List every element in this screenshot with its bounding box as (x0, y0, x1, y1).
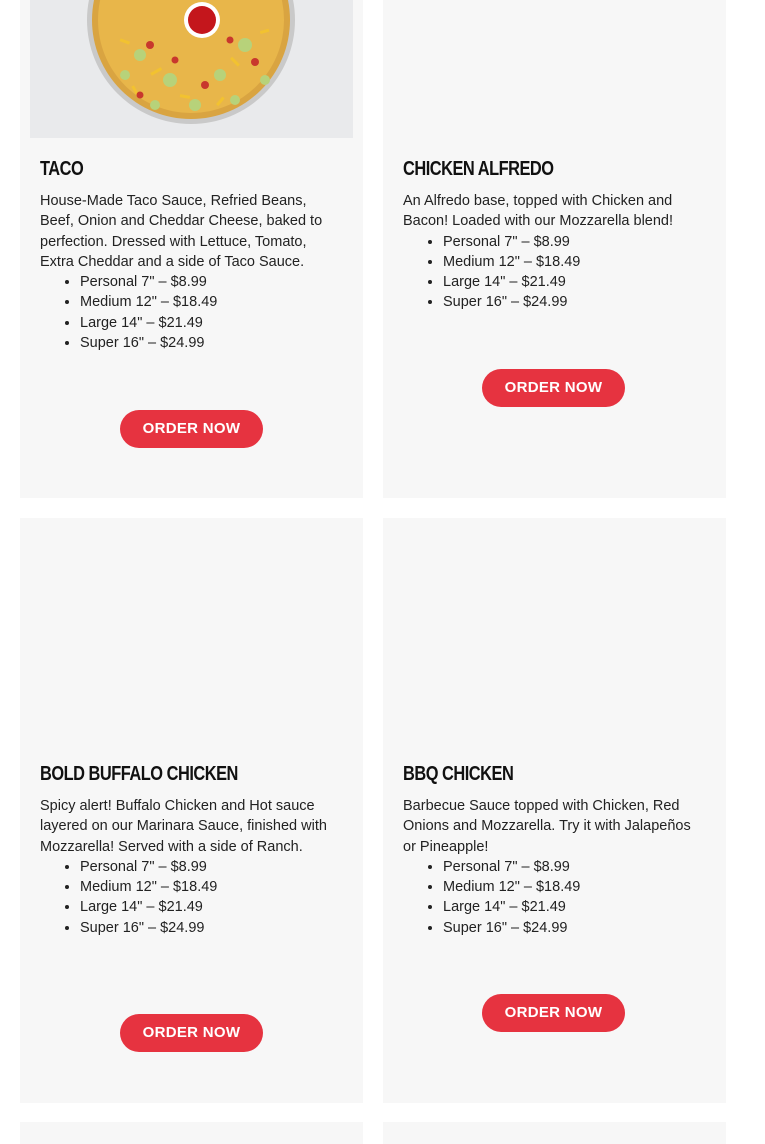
menu-card-next-right (383, 1122, 726, 1144)
pizza-description: House-Made Taco Sauce, Refried Beans, Beef, Onion and Cheddar Cheese, baked to perfection. Dressed with Lettuce, Tomato, Extra Cheddar and a side of Taco Sauce. (40, 193, 323, 270)
pizza-description: Spicy alert! Buffalo Chicken and Hot sauce layered on our Marinara Sauce, finished with Mozzarella! Served with a side of Ranch. (40, 798, 327, 855)
pizza-title: BOLD BUFFALO CHICKEN (40, 763, 238, 785)
size-price-item: • Super 16" – $24.99 (443, 918, 706, 938)
order-now-button-taco[interactable]: ORDER NOW (120, 410, 263, 448)
menu-card-bbq-chicken (383, 518, 726, 1103)
size-price-list (40, 272, 343, 353)
menu-card-next-left (20, 1122, 363, 1144)
pizza-title: BBQ CHICKEN (403, 763, 514, 785)
size-price-item: • Personal 7" – $8.99 (443, 857, 706, 877)
taco-pizza-photo (30, 0, 353, 138)
size-price-item: • Personal 7" – $8.99 (80, 272, 343, 292)
pizza-description: Barbecue Sauce topped with Chicken, Red Onions and Mozzarella. Try it with Jalapeños or Pineapple! (403, 798, 691, 855)
size-price-item: • Large 14" – $21.49 (443, 897, 706, 917)
size-price-item: • Personal 7" – $8.99 (443, 232, 706, 252)
pizza-image-icon (30, 0, 353, 138)
menu-card-bold-buffalo-chicken (20, 518, 363, 1103)
size-price-item: • Super 16" – $24.99 (80, 333, 343, 353)
size-price-item: • Medium 12" – $18.49 (80, 877, 343, 897)
size-price-item: • Super 16" – $24.99 (443, 292, 706, 312)
size-price-item: • Medium 12" – $18.49 (80, 292, 343, 312)
size-price-item: • Medium 12" – $18.49 (443, 252, 706, 272)
menu-card-chicken-alfredo (383, 0, 726, 498)
order-now-button-chicken-alfredo[interactable]: ORDER NOW (482, 369, 625, 407)
order-now-button-bbq-chicken[interactable]: ORDER NOW (482, 994, 625, 1032)
size-price-list (403, 857, 706, 938)
order-now-button-bold-buffalo-chicken[interactable]: ORDER NOW (120, 1014, 263, 1052)
menu-card-taco (20, 0, 363, 498)
size-price-item: • Large 14" – $21.49 (443, 272, 706, 292)
pizza-title: TACO (40, 158, 84, 180)
size-price-item: • Personal 7" – $8.99 (80, 857, 343, 877)
size-price-item: • Large 14" – $21.49 (80, 313, 343, 333)
size-price-list (403, 232, 706, 313)
size-price-list (40, 857, 343, 938)
size-price-item: • Super 16" – $24.99 (80, 918, 343, 938)
pizza-title: CHICKEN ALFREDO (403, 158, 554, 180)
pizza-description: An Alfredo base, topped with Chicken and Bacon! Loaded with our Mozzarella blend! (403, 193, 674, 230)
size-price-item: • Large 14" – $21.49 (80, 897, 343, 917)
size-price-item: • Medium 12" – $18.49 (443, 877, 706, 897)
